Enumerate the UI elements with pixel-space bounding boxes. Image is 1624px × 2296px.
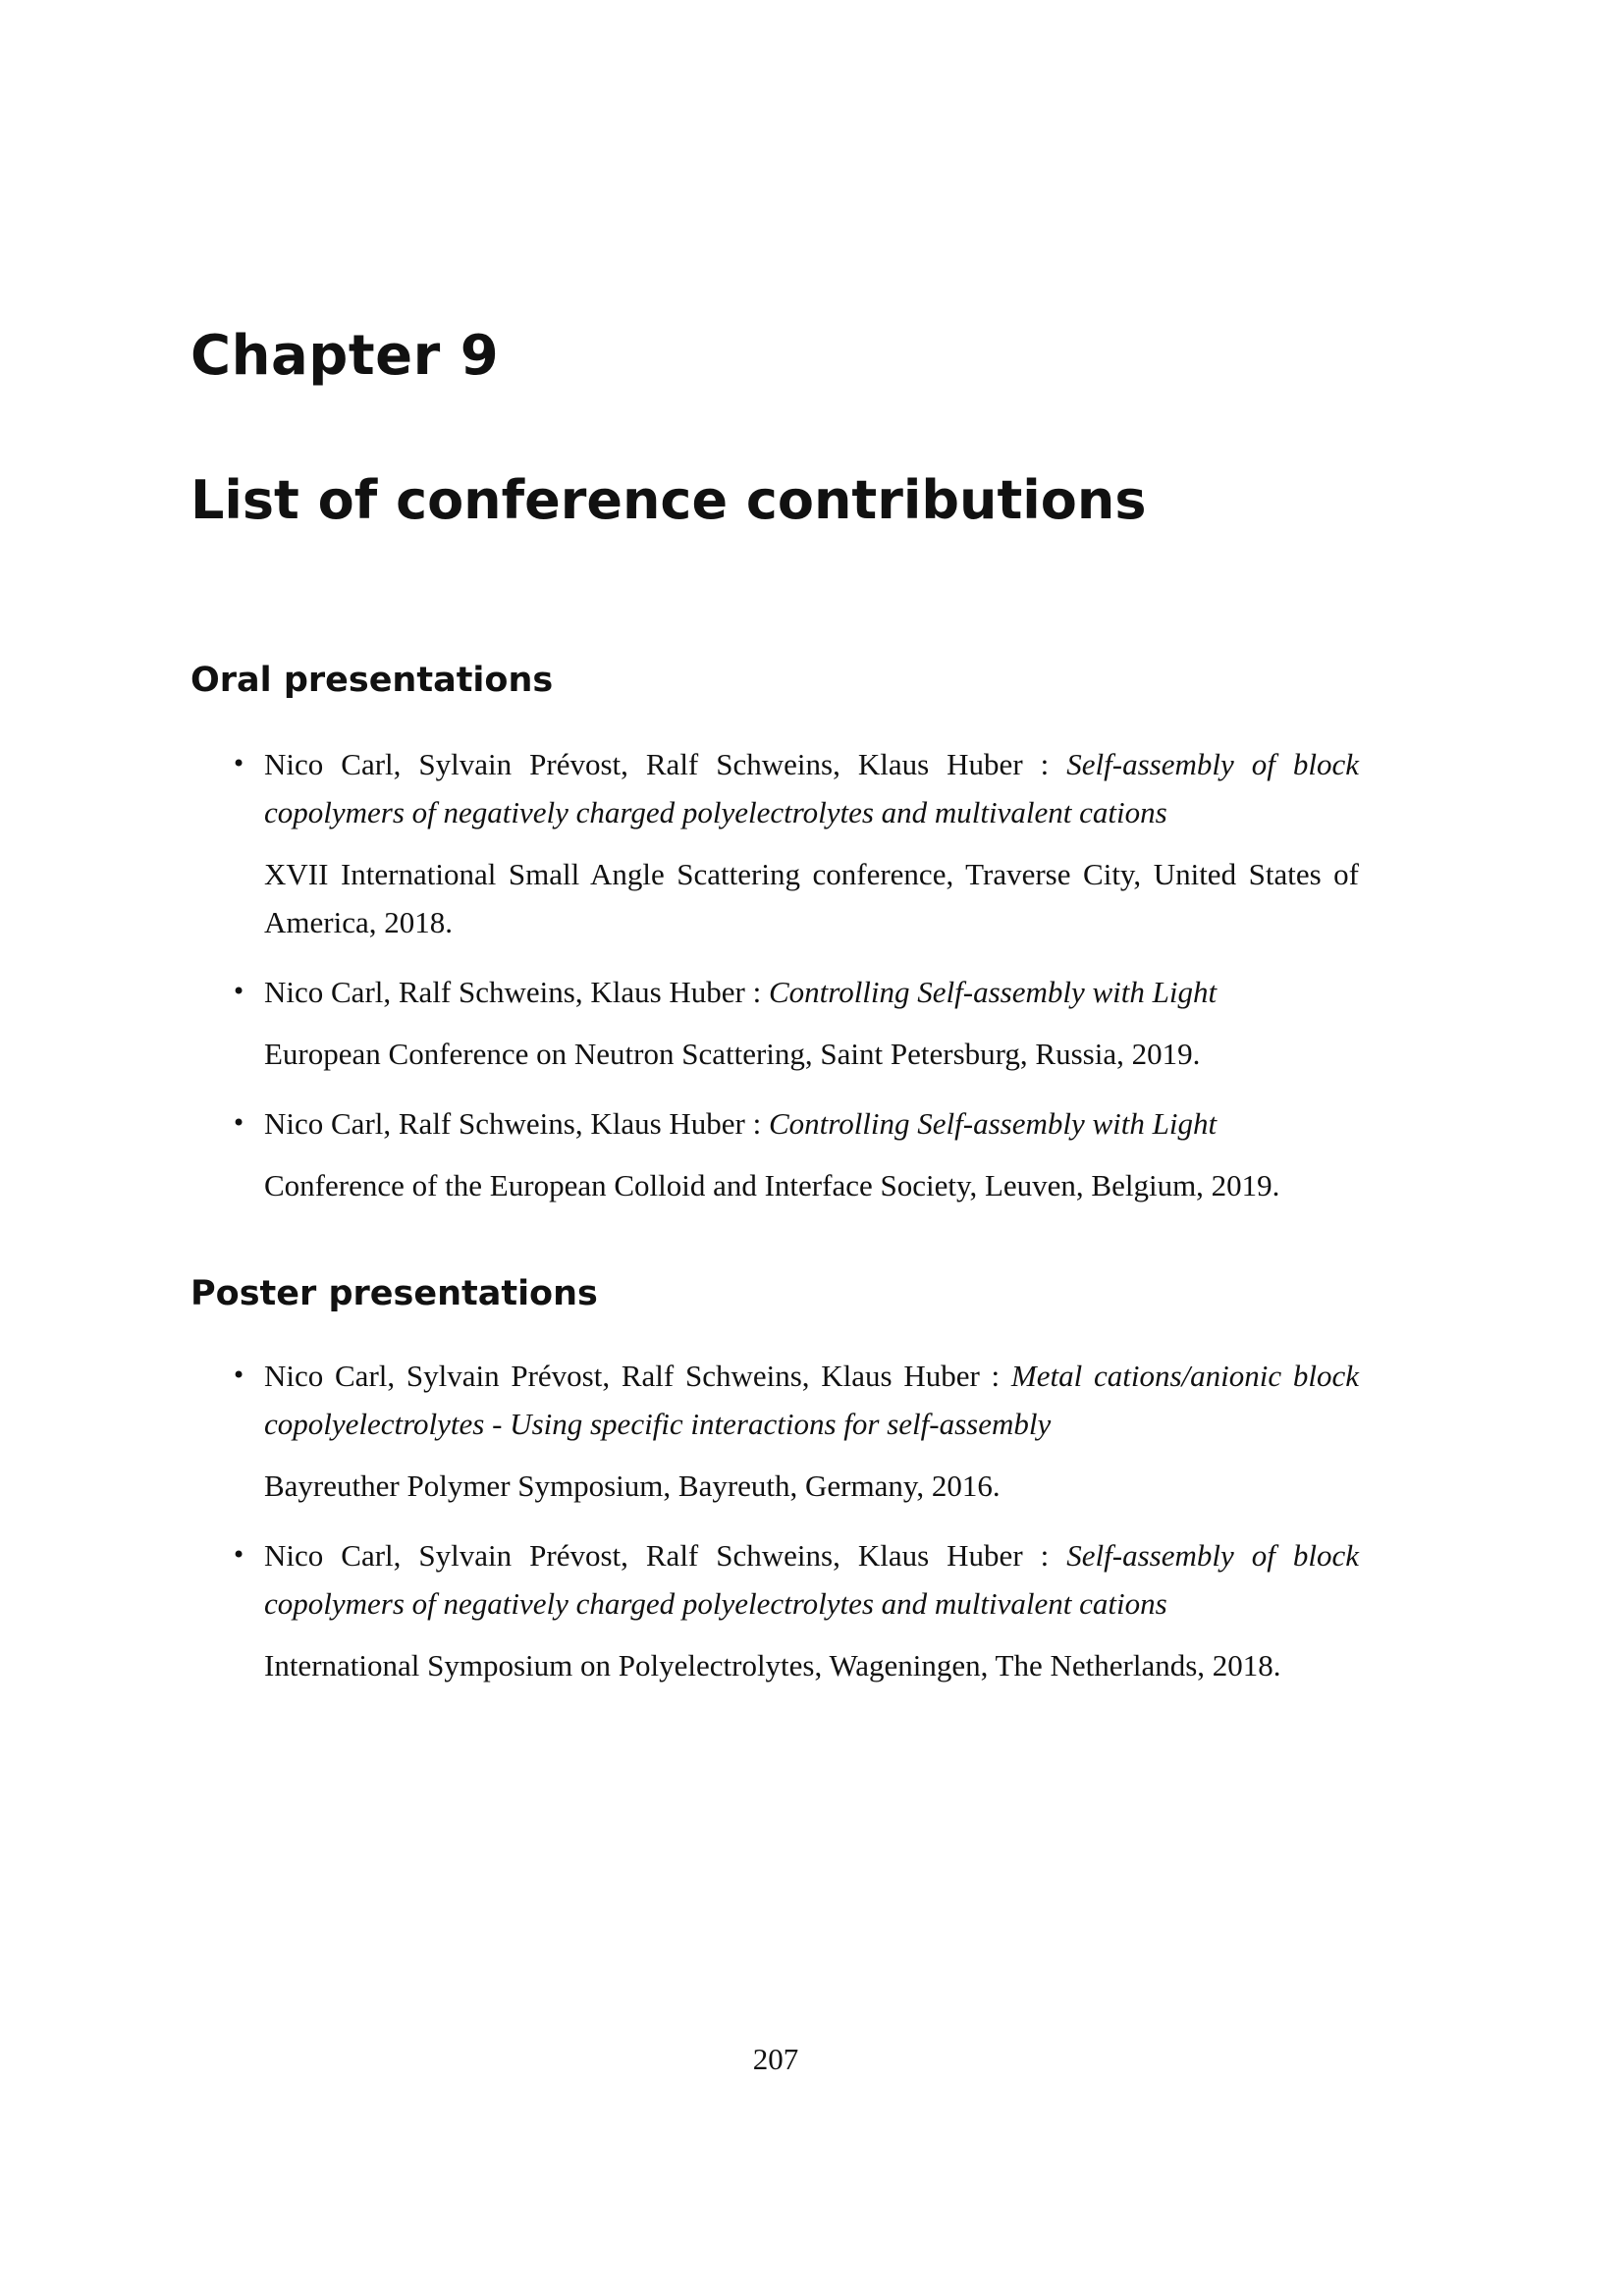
oral-presentations-section bbox=[190, 660, 1359, 1209]
citation bbox=[264, 1099, 1359, 1148]
list-item bbox=[190, 1099, 1359, 1209]
contribution-title: Controlling Self-assembly with Light bbox=[768, 975, 1218, 1009]
venue: XVII International Small Angle Scattering conference, Traverse City, United States of America, 2018. bbox=[264, 857, 1359, 939]
page-number: 207 bbox=[752, 2042, 799, 2076]
poster-presentations-list bbox=[190, 1352, 1359, 1689]
citation bbox=[264, 968, 1359, 1016]
list-item bbox=[190, 968, 1359, 1078]
contribution-title: Self-assembly of block copolymers of negatively charged polyelectrolytes and multivalent cations bbox=[264, 747, 1359, 829]
venue: Bayreuther Polymer Symposium, Bayreuth, Germany, 2016. bbox=[264, 1468, 1001, 1503]
bullet-icon: • bbox=[232, 750, 246, 777]
citation bbox=[264, 1531, 1359, 1628]
oral-presentations-list bbox=[190, 740, 1359, 1209]
authors: Nico Carl, Sylvain Prévost, Ralf Schweins, Klaus Huber : bbox=[264, 747, 1067, 781]
citation bbox=[264, 1352, 1359, 1448]
venue: European Conference on Neutron Scattering, Saint Petersburg, Russia, 2019. bbox=[264, 1037, 1201, 1071]
authors: Nico Carl, Ralf Schweins, Klaus Huber : bbox=[264, 975, 769, 1009]
bullet-icon: • bbox=[232, 1541, 246, 1569]
list-item bbox=[190, 1531, 1359, 1689]
chapter-label: Chapter 9 bbox=[190, 324, 500, 388]
venue: International Symposium on Polyelectrolytes, Wageningen, The Netherlands, 2018. bbox=[264, 1648, 1281, 1682]
poster-presentations-section bbox=[190, 1273, 1359, 1689]
authors: Nico Carl, Ralf Schweins, Klaus Huber : bbox=[264, 1106, 769, 1141]
contribution-title: Self-assembly of block copolymers of negatively charged polyelectrolytes and multivalent cations bbox=[264, 1538, 1359, 1621]
bullet-icon: • bbox=[232, 1362, 246, 1389]
section-heading-poster: Poster presentations bbox=[190, 1274, 598, 1313]
authors: Nico Carl, Sylvain Prévost, Ralf Schweins, Klaus Huber : bbox=[264, 1359, 1011, 1393]
citation bbox=[264, 740, 1359, 836]
authors: Nico Carl, Sylvain Prévost, Ralf Schweins, Klaus Huber : bbox=[264, 1538, 1067, 1573]
chapter-title: List of conference contributions bbox=[190, 469, 1147, 531]
list-item bbox=[190, 1352, 1359, 1510]
bullet-icon: • bbox=[232, 978, 246, 1005]
section-heading-oral: Oral presentations bbox=[190, 661, 554, 700]
bullet-icon: • bbox=[232, 1109, 246, 1137]
contribution-title: Controlling Self-assembly with Light bbox=[768, 1106, 1218, 1141]
venue: Conference of the European Colloid and Interface Society, Leuven, Belgium, 2019. bbox=[264, 1168, 1280, 1202]
contribution-title: Metal cations/anionic block copolyelectrolytes - Using specific interactions for self-assembly bbox=[264, 1359, 1359, 1441]
list-item bbox=[190, 740, 1359, 946]
